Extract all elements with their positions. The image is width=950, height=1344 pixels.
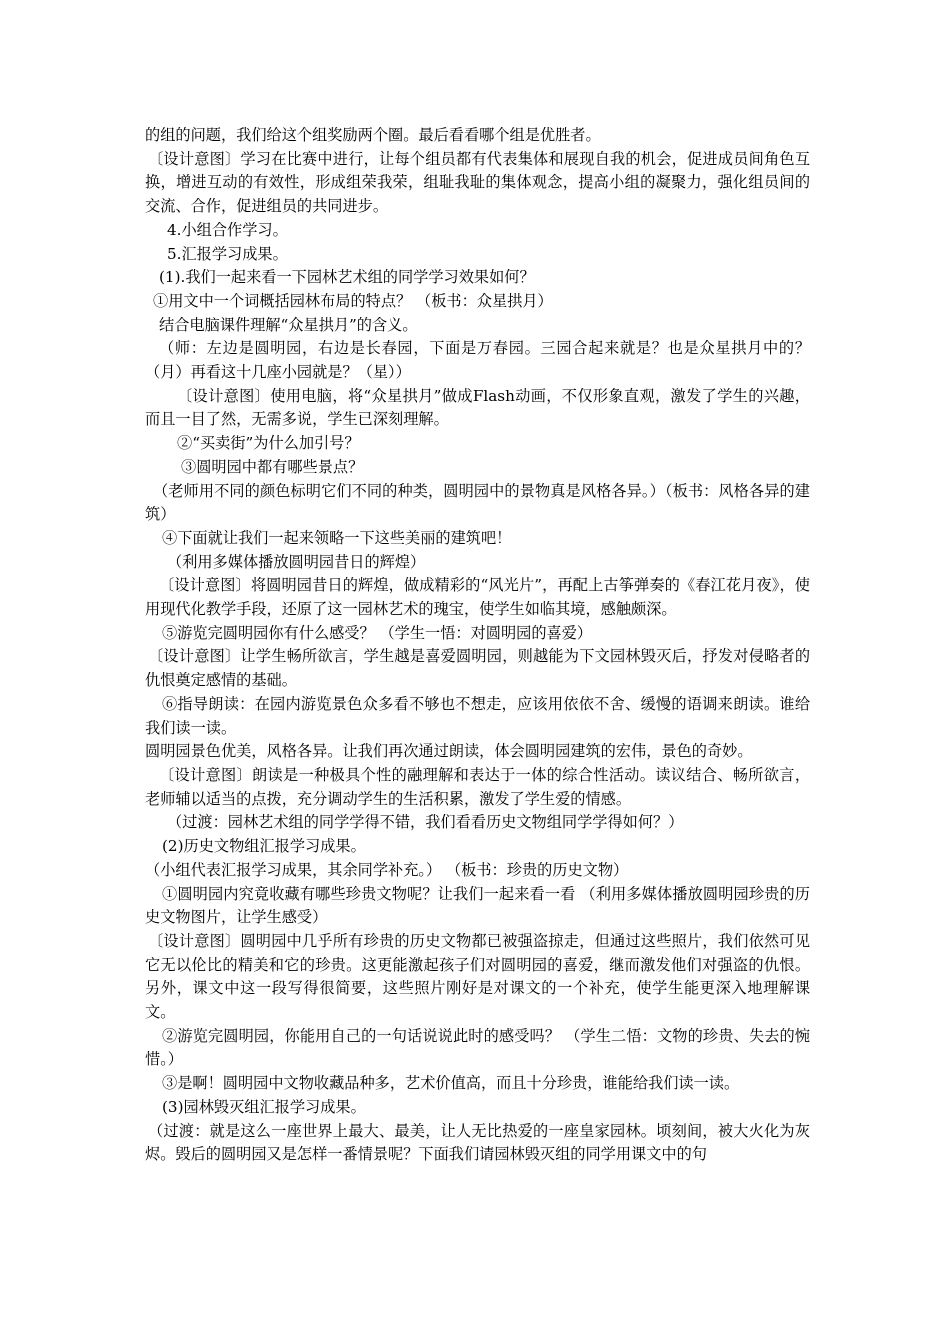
- paragraph-transition: （过渡：园林艺术组的同学学得不错，我们看看历史文物组同学学得如何？）: [167, 813, 684, 832]
- paragraph: 结合电脑课件理解“众星拱月”的含义。: [159, 315, 418, 334]
- paragraph-question: ①圆明园内究竟收藏有哪些珍贵文物呢？让我们一起来看一看 （利用多媒体播放圆明园珍贵的历史文物图片，让学生感受）: [145, 884, 810, 927]
- paragraph-question: ⑤游览完圆明园你有什么感受？ （学生一悟：对圆明园的喜爱）: [162, 623, 593, 642]
- paragraph-subsection: (1).我们一起来看一下园林艺术组的同学学习效果如何？: [159, 268, 535, 287]
- paragraph-design-intent: 〔设计意图〕圆明园中几乎所有珍贵的历史文物都已被强盗掠走，但通过这些照片，我们依然可见它无以伦比的精美和它的珍贵。这更能激起孩子们对圆明园的喜爱，继而激发他们对强盗的仇恨。另外，课文中这一段写得很简要，这些照片刚好是对课文的一个补充，使学生能更深入地理解课文。: [145, 931, 810, 1022]
- paragraph: 的组的问题，我们给这个组奖励两个圈。最后看看哪个组是优胜者。: [145, 126, 601, 144]
- paragraph-question: ①用文中一个词概括园林布局的特点？ （板书：众星拱月）: [153, 291, 553, 310]
- paragraph: ③是啊！圆明园中文物收藏品种多，艺术价值高，而且十分珍贵，谁能给我们读一读。: [162, 1074, 740, 1093]
- paragraph-transition: （过渡：就是这么一座世界上最大、最美，让人无比热爱的一座皇家园林。顷刻间，被大火化为灰烬。毁后的圆明园又是怎样一番情景呢？下面我们请园林毁灭组的同学用课文中的句: [145, 1121, 810, 1164]
- paragraph-question: ③圆明园中都有哪些景点？: [181, 457, 364, 476]
- paragraph-design-intent: 〔设计意图〕学习在比赛中进行，让每个组员都有代表集体和展现自我的机会，促进成员间角色互换，增进互动的有效性，形成组荣我荣，组耻我耻的集体观念，提高小组的凝聚力，强化组员间的交流、合作，促进组员的共同进步。: [145, 149, 810, 216]
- paragraph-teacher-note: （师：左边是圆明园，右边是长春园，下面是万春园。三园合起来就是？也是众星拱月中的？（月）再看这十几座小园就是？（星））: [145, 339, 810, 382]
- paragraph-note: （小组代表汇报学习成果，其余同学补充。） （板书：珍贵的历史文物）: [145, 860, 629, 879]
- paragraph-note: （利用多媒体播放圆明园昔日的辉煌）: [167, 552, 426, 571]
- paragraph-subsection: (2)历史文物组汇报学习成果。: [162, 837, 366, 856]
- paragraph-design-intent: 〔设计意图〕将圆明园昔日的辉煌，做成精彩的“风光片”，再配上古筝弹奏的《春江花月夜》，使用现代化教学手段，还原了这一园林艺术的瑰宝，使学生如临其境，感触颇深。: [145, 576, 810, 619]
- paragraph-subsection: (3)园林毁灭组汇报学习成果。: [162, 1097, 366, 1116]
- paragraph-question: ②游览完圆明园，你能用自己的一句话说说此时的感受吗？ （学生二悟：文物的珍贵、失去的惋惜。）: [145, 1026, 810, 1069]
- paragraph-design-intent: 〔设计意图〕朗读是一种极具个性的融理解和表达于一体的综合性活动。读议结合、畅所欲言，老师辅以适当的点拨，充分调动学生的生活积累，激发了学生爱的情感。: [145, 765, 810, 808]
- paragraph-step: 5.汇报学习成果。: [167, 244, 288, 263]
- paragraph-design-intent: 〔设计意图〕让学生畅所欲言，学生越是喜爱圆明园，则越能为下文园林毁灭后，抒发对侵略者的仇恨奠定感情的基础。: [145, 647, 810, 690]
- document-page: [145, 124, 810, 1167]
- paragraph-question: ④下面就让我们一起来领略一下这些美丽的建筑吧！: [162, 528, 512, 547]
- paragraph: 圆明园景色优美，风格各异。让我们再次通过朗读，体会圆明园建筑的宏伟，景色的奇妙。: [145, 742, 753, 761]
- paragraph-teacher-note: （老师用不同的颜色标明它们不同的种类，圆明园中的景物真是风格各异。）（板书：风格各异的建筑）: [145, 481, 810, 524]
- paragraph-step: 4.小组合作学习。: [167, 220, 288, 239]
- paragraph-question: ②“买卖街”为什么加引号？: [177, 434, 360, 453]
- paragraph-question: ⑥指导朗读：在园内游览景色众多看不够也不想走，应该用依依不舍、缓慢的语调来朗读。谁给我们读一读。: [145, 694, 810, 737]
- paragraph-design-intent: 〔设计意图〕使用电脑，将“众星拱月”做成Flash动画，不仅形象直观，激发了学生的兴趣，而且一目了然，无需多说，学生已深刻理解。: [145, 386, 810, 429]
